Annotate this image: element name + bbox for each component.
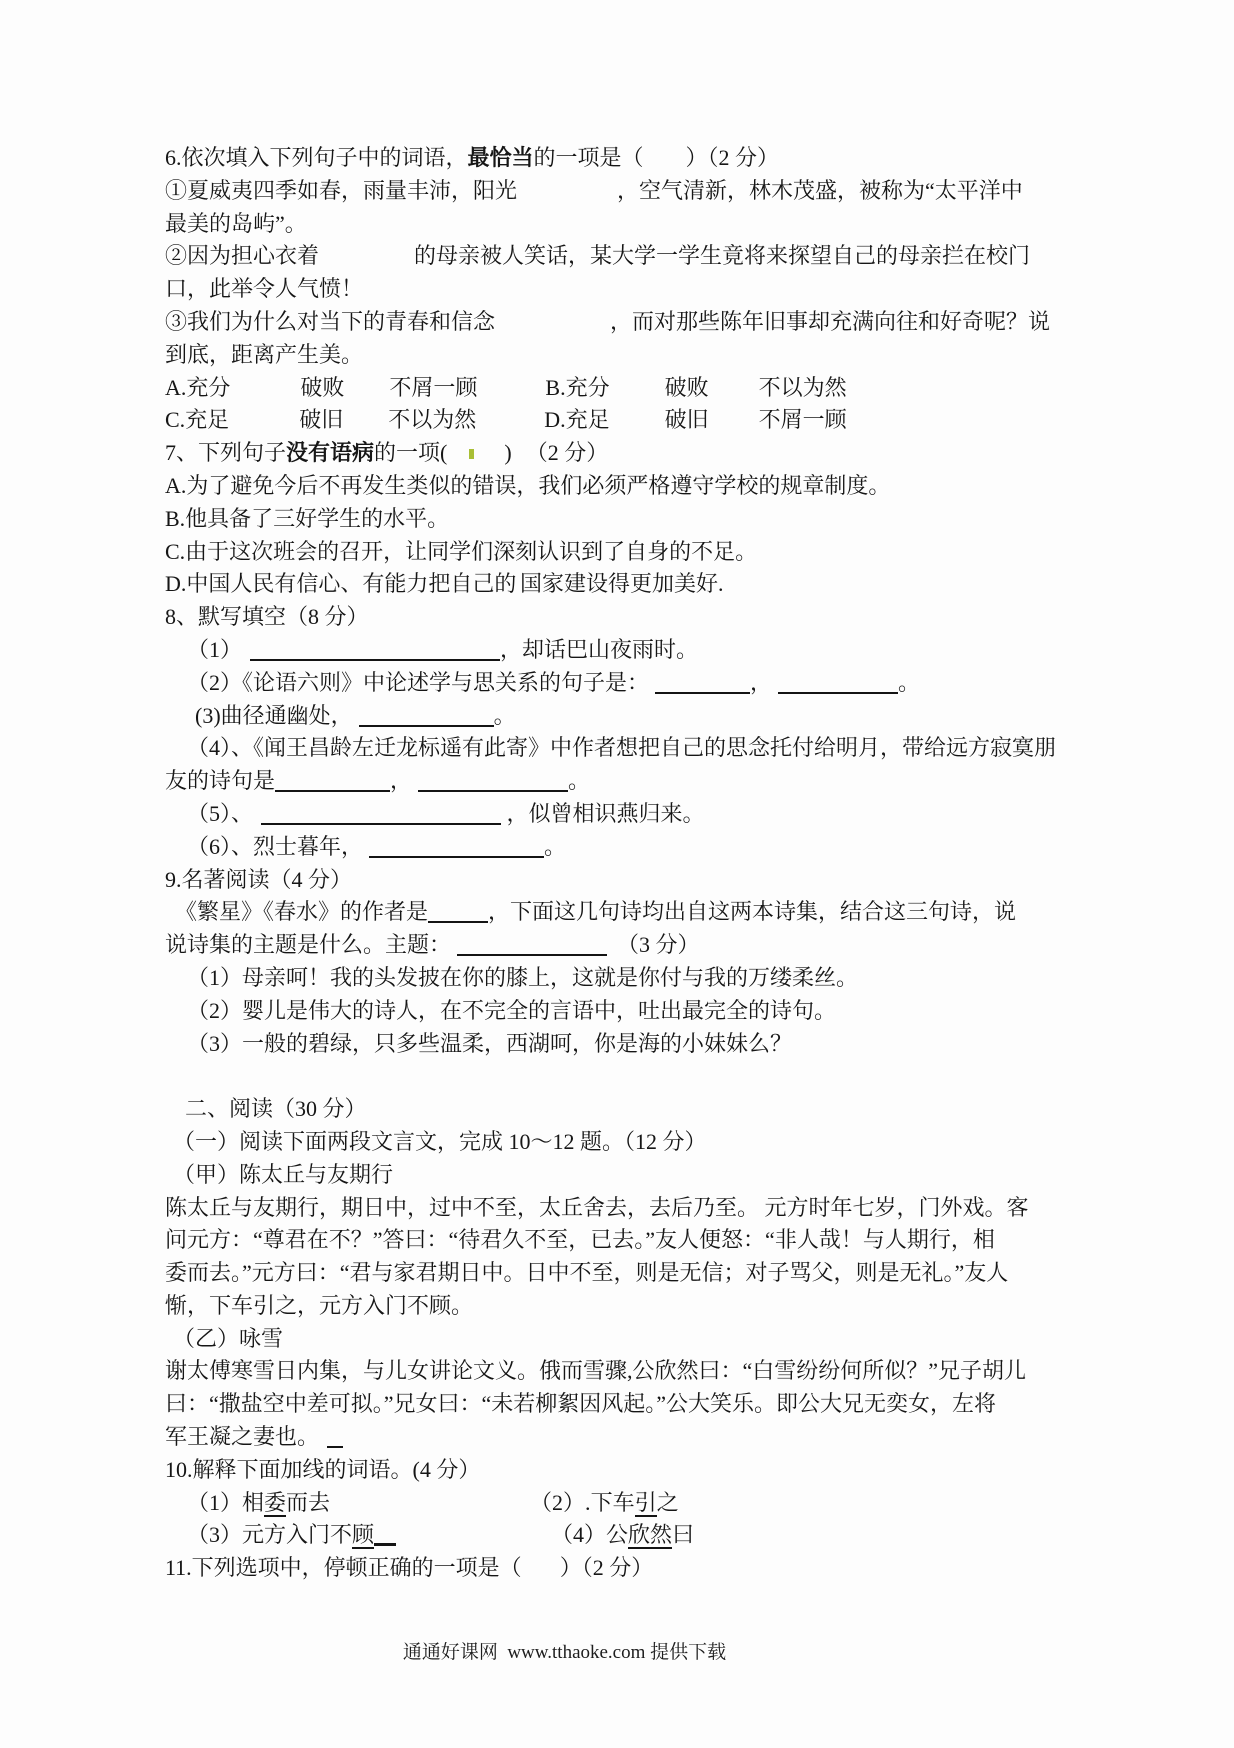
text-segment: ) [504,440,512,466]
fill-in-gap [495,328,610,329]
text-line [165,864,1115,897]
text-segment: ①夏威夷四季如春，雨量丰沛，阳光 [165,177,518,203]
text-segment: 6.依次填入下列句子中的词语， [165,145,468,170]
text-segment: ，似曾相识燕归来。 [501,800,705,826]
footer [0,1615,1234,1686]
text-line [165,601,1115,634]
text-line [165,1093,1115,1126]
text-line [165,1421,1115,1454]
text-line [165,1388,1115,1421]
text-segment: 陈太丘与友期行，期日中，过中不至，太丘舍去，去后乃至。 元方时年七岁，门外戏。客 [165,1194,1029,1220]
text-line [165,1192,1115,1225]
fill-in-gap [709,426,759,427]
text-segment: ，却话巴山夜雨时。 [500,636,699,662]
text-segment: 友的诗句是 [165,768,276,794]
text-segment: 破旧 [299,407,344,433]
fill-in-gap [610,394,665,395]
text-segment: C.由于这次班会的召开，让同学们深刻认识到了自身的不足。 [165,538,758,564]
text-line [165,1028,1115,1061]
fill-in-gap [330,1509,530,1510]
text-segment: D.充足 [544,407,610,433]
fill-in-gap [319,1443,327,1444]
text-line [165,732,1115,765]
text-segment: 口，此举令人气愤！ [165,276,364,302]
text-line [165,1060,1115,1093]
text-segment: ， [750,669,773,695]
text-segment: C.充足 [165,407,230,433]
text-segment: （甲）陈太丘与友期行 [173,1161,394,1187]
text-line [165,470,1115,503]
text-segment: ，下面这几句诗均出自这两本诗集，结合这三句诗，说 [488,899,1017,925]
text-line [165,568,1115,601]
text-segment: 。 [898,669,921,695]
answer-blank [374,1537,396,1546]
text-segment: B.充分 [545,374,610,400]
footer-watermark-text: 通通好课网 www.tthaoke.com 提供下载 [402,1642,727,1663]
bold-text-segment: 没有语病 [286,440,375,466]
answer-blank [250,653,500,661]
text-segment: （6）、烈士暮年， [187,833,364,859]
text-segment: 。 [568,768,591,794]
text-segment: 而去 [286,1489,331,1515]
text-segment: 。 [544,833,567,859]
text-segment: 。 [493,702,516,728]
text-line [165,536,1115,569]
text-segment: A.为了避免今后不再发生类似的错误，我们必须严格遵守学校的规章制度。 [165,472,891,498]
text-segment: （3 分） [617,932,700,958]
answer-blank [655,686,750,694]
text-segment: 《繁星》《春水》的作者是 [175,899,429,925]
text-line [165,1126,1115,1159]
text-segment: 8、默写填空（8 分） [165,604,369,630]
text-segment: （3）元方入门不 [187,1522,353,1548]
fill-in-gap [476,426,544,427]
text-segment: （5）、 [187,800,254,826]
text-segment: 二、阅读（30 分） [185,1096,367,1122]
text-line [165,240,1115,273]
text-line [165,700,1115,733]
fill-in-gap [343,426,388,427]
text-segment: 惭，下车引之，元方入门不顾。 [165,1292,474,1318]
text-segment: （1）相 [187,1489,265,1515]
text-line [165,1519,1115,1552]
text-line [165,208,1115,241]
text-segment: 最美的岛屿”。 [165,210,307,236]
fill-in-gap [644,164,686,165]
text-segment: （4）、《闻王昌龄左迁龙标遥有此寄》中作者想把自己的思念托付给明月，带给远方寂寞朋 [187,735,1057,761]
text-segment: A.充分 [165,374,231,400]
fill-in-gap [229,426,299,427]
text-segment: 说诗集的主题是什么。主题： [165,932,452,958]
text-segment: 谢太傅寒雪日内集，与儿女讲论文义。俄而雪骤,公欣然曰：“白雪纷纷何所似？”兄子胡儿 [165,1358,1027,1384]
answer-blank [457,948,607,956]
text-line [165,1224,1115,1257]
text-line [165,1323,1115,1356]
text-line [165,404,1115,437]
text-line [165,667,1115,700]
text-line [165,1552,1115,1585]
text-line [165,1355,1115,1388]
text-line [165,273,1115,306]
text-segment: （2）. [530,1489,591,1515]
text-segment: ， [390,768,413,794]
fill-in-gap [517,197,617,198]
text-segment: （一）阅读下面两段文言文，完成 10～12 题。（12 分） [173,1128,707,1154]
text-segment: 不屑一顾 [758,407,847,433]
text-segment: B.他具备了三好学生的水平。 [165,505,450,531]
text-segment: 军王凝之妻也。 [165,1424,320,1450]
text-segment: （1） [187,636,243,662]
bold-text-segment: 最恰当 [467,145,534,170]
text-segment: 之 [656,1489,679,1515]
text-line [165,503,1115,536]
text-segment: ，空气清新，林木茂盛，被称为“太平洋中 [617,177,1023,203]
text-line [165,995,1115,1028]
green-pen-mark [469,449,474,459]
text-segment: 下车 [590,1489,635,1515]
text-segment: 7、下列句子 [165,440,287,466]
text-segment: ）（2 分） [559,1555,654,1581]
text-segment: 的一项( [374,440,448,466]
underlined-word: 委 [264,1489,287,1515]
text-line [165,1487,1115,1520]
text-line [165,437,1115,470]
text-line [165,175,1115,208]
answer-blank [418,784,568,792]
fill-in-gap [474,459,504,460]
text-segment: ②因为担心衣着 [165,243,320,269]
text-line [165,896,1115,929]
fill-in-gap [242,656,250,657]
text-line [165,306,1115,339]
text-segment: 不以为然 [388,407,477,433]
text-segment: 不以为然 [758,374,847,400]
text-line [165,929,1115,962]
text-segment: 破败 [300,374,345,400]
fill-in-gap [319,262,414,263]
text-line [165,142,1115,175]
text-line [165,962,1115,995]
text-segment: 11.下列选项中，停顿正确的一项是（ [165,1555,522,1581]
text-segment: 曰：“撒盐空中差可拟。”兄女曰：“未若柳絮因风起。”公大笑乐。即公大兄无奕女，左将 [165,1391,997,1417]
text-line [165,634,1115,667]
text-line [165,1290,1115,1323]
fill-in-gap [477,394,545,395]
text-segment: 9.名著阅读（4 分） [165,866,353,892]
text-segment: （乙）咏雪 [173,1325,284,1351]
text-line [165,798,1115,831]
text-segment: 不屑一顾 [389,374,478,400]
fill-in-gap [610,426,665,427]
text-segment: ，而对那些陈年旧事却充满向往和好奇呢？说 [610,308,1051,334]
text-line [165,372,1115,405]
fill-in-gap [253,820,261,821]
text-segment: 问元方：“尊君在不？”答曰：“待君久不至，已去。”友人便怒：“非人哉！与人期行，相 [165,1227,995,1253]
text-segment: （4）公 [551,1522,629,1548]
answer-blank [327,1440,343,1448]
text-line [165,831,1115,864]
answer-blank [275,784,390,792]
text-segment: 到底，距离产生美。 [165,341,364,367]
text-segment: (3)曲径通幽处， [195,702,353,728]
answer-blank [261,817,501,825]
text-line [165,1257,1115,1290]
fill-in-gap [709,394,759,395]
text-segment: 曰 [672,1522,695,1548]
text-line [165,339,1115,372]
text-segment: ③我们为什么对当下的青春和信念 [165,308,496,334]
fill-in-gap [522,1574,560,1575]
answer-blank [369,850,544,858]
fill-in-gap [344,394,389,395]
underlined-word: 顾 [352,1522,375,1548]
fill-in-gap [607,951,617,952]
answer-blank [428,915,488,923]
underlined-word: 引 [634,1489,657,1515]
text-line [165,1454,1115,1487]
answer-blank [778,686,898,694]
text-segment: （2）《论语六则》中论述学与思关系的句子是： [187,669,650,695]
text-segment: 委而去。”元方曰：“君与家君期日中。日中不至，则是无信；对子骂父，则是无礼。”友人 [165,1260,1009,1286]
text-segment: 破败 [664,374,709,400]
text-segment: （2）婴儿是伟大的诗人，在不完全的言语中，吐出最完全的诗句。 [187,997,837,1023]
fill-in-gap [396,1541,551,1542]
fill-in-gap [512,459,526,460]
underlined-word: 欣然 [628,1522,673,1548]
text-line [165,1159,1115,1192]
fill-in-gap [447,459,469,460]
text-segment: 的一项是（ [533,145,644,170]
text-line [165,765,1115,798]
text-segment: ）（2 分） [685,145,780,170]
text-segment: 10.解释下面加线的词语。(4 分） [165,1456,481,1482]
answer-blank [359,719,494,727]
text-segment: （2 分） [525,440,609,466]
exam-body [165,142,1115,1585]
fill-in-gap [230,394,300,395]
text-segment: （1）母亲呵！我的头发披在你的膝上，这就是你付与我的万缕柔丝。 [187,964,859,990]
text-segment: D.中国人民有信心、有能力把自己的 国家建设得更加美好. [165,571,724,597]
text-segment: （3）一般的碧绿，只多些温柔，西湖呵，你是海的小妹妹么？ [187,1030,793,1056]
text-segment: 破旧 [664,407,709,433]
text-segment: 的母亲被人笑话，某大学一学生竟将来探望自己的母亲拦在校门 [414,243,1031,269]
